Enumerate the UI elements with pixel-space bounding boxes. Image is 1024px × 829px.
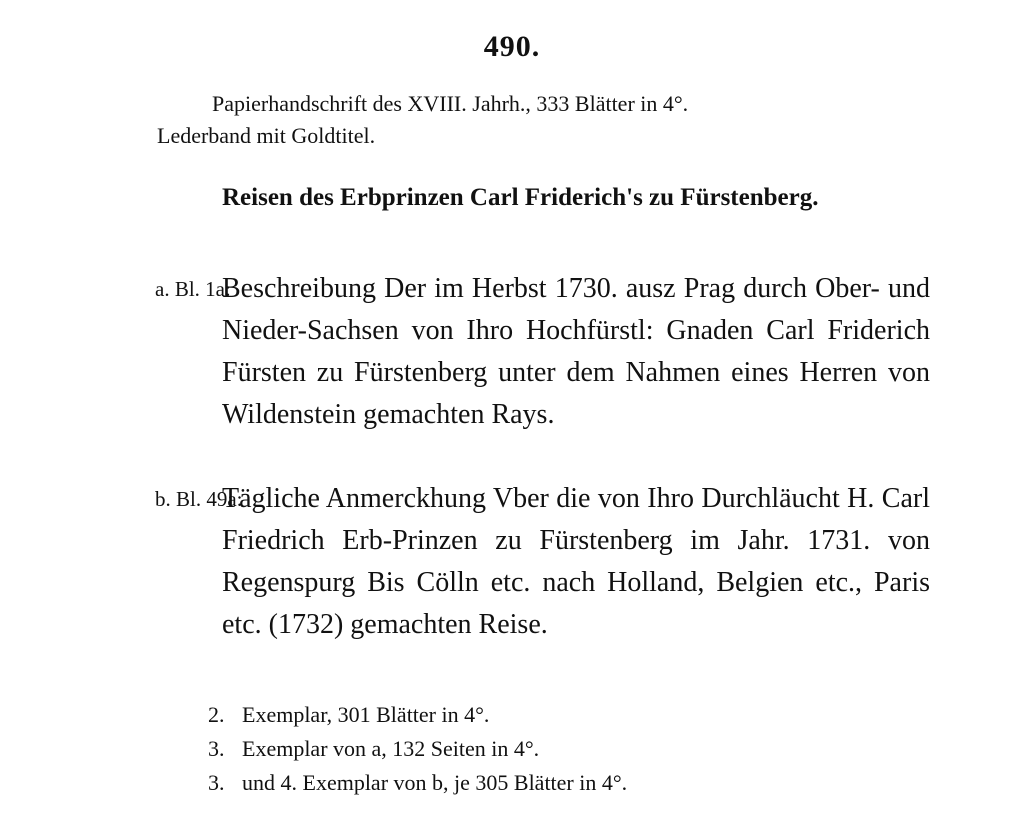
entry-b-label: b. Bl. 49a: [155,487,243,511]
copy-text: Exemplar von a, 132 Seiten in 4°. [242,736,540,761]
manuscript-description [157,88,927,152]
list-item [208,698,928,732]
list-item [208,766,928,800]
copy-text: Exemplar, 301 Blätter in 4°. [242,702,490,727]
work-title: Reisen des Erbprinzen Carl Friderich's zu Fürstenberg. [222,184,819,211]
page-number: 490. [483,30,541,63]
entry-b-text: Tägliche Anmerckhung Vber die von Ihro Durchläucht H. Carl Friedrich Erb-Prinzen zu Fürstenberg im Jahr. 1731. von Regenspurg Bis Cölln etc. nach Holland, Belgien etc., Paris etc. (1732) gemachten Reise. [222,483,930,640]
description-line-1: Papierhandschrift des XVIII. Jahrh., 333 Blätter in 4°. [212,91,689,116]
entry-a-label: a. Bl. 1a: [155,277,231,301]
entry-a [155,268,930,436]
entry-a-text: Beschreibung Der im Herbst 1730. ausz Prag durch Ober- und Nieder-Sachsen von Ihro Hochfürstl: Gnaden Carl Friderich Fürsten zu Fürstenberg unter dem Nahmen eines Herren von Wildenstein gemachten Rays. [222,273,930,430]
copy-number: 2. [208,702,225,727]
copies-list [208,698,928,800]
list-item [208,732,928,766]
copy-number: 3. [208,736,225,761]
copy-number: 3. [208,770,225,795]
copy-text: und 4. Exemplar von b, je 305 Blätter in 4°. [242,770,628,795]
description-line-2: Lederband mit Goldtitel. [157,123,376,148]
entry-b [155,478,930,646]
